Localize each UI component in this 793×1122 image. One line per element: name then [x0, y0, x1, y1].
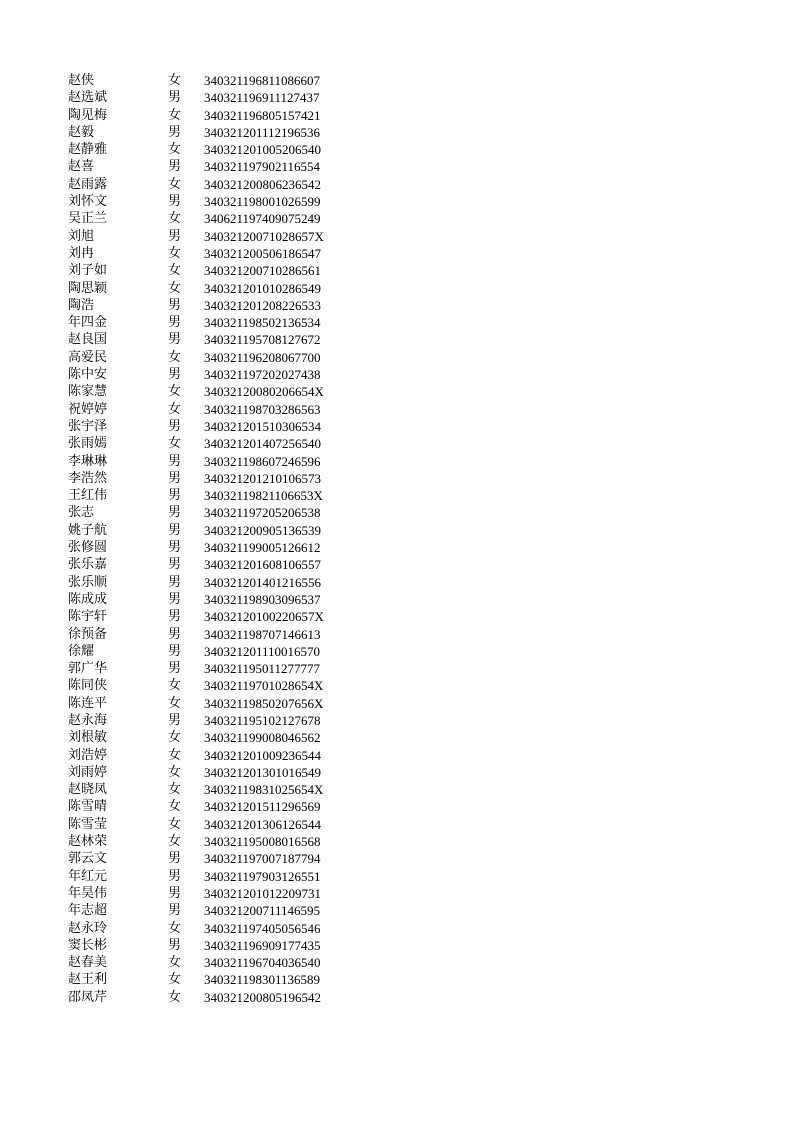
person-gender: 男 [168, 643, 182, 659]
person-gender: 男 [168, 609, 182, 625]
person-gender: 男 [168, 868, 182, 884]
person-name: 张宇泽 [68, 418, 108, 434]
table-row [68, 816, 368, 833]
person-gender: 女 [168, 764, 182, 780]
table-row [68, 262, 368, 279]
person-gender: 女 [168, 107, 182, 123]
person-name: 姚子航 [68, 522, 108, 538]
table-row [68, 833, 368, 850]
person-name: 年志超 [68, 903, 108, 919]
person-gender: 女 [168, 384, 182, 400]
table-row [68, 435, 368, 452]
person-name: 赵选斌 [68, 90, 108, 106]
person-id-number: 340321195011277777 [204, 661, 321, 677]
person-gender: 男 [168, 626, 182, 642]
person-id-number: 340321196911127437 [204, 90, 320, 106]
person-gender: 男 [168, 522, 182, 538]
person-id-number: 340321201511296569 [204, 799, 321, 815]
person-id-number: 340321200905136539 [204, 522, 321, 538]
person-id-number: 340321201210106573 [204, 470, 321, 486]
person-id-number: 340321197007187794 [204, 851, 321, 867]
table-row [68, 902, 368, 919]
table-row [68, 401, 368, 418]
table-row [68, 228, 368, 245]
person-gender: 女 [168, 263, 182, 279]
person-id-number: 34032119850207656X [204, 695, 324, 711]
person-gender: 男 [168, 505, 182, 521]
person-id-number: 340321201608106557 [204, 557, 321, 573]
person-gender: 男 [168, 367, 182, 383]
table-row [68, 868, 368, 885]
person-name: 赵永海 [68, 712, 108, 728]
person-name: 刘根敏 [68, 730, 108, 746]
person-name: 刘冉 [68, 245, 95, 261]
person-gender: 男 [168, 90, 182, 106]
person-id-number: 340321201208226533 [204, 297, 321, 313]
person-name: 张乐顺 [68, 574, 108, 590]
person-name: 赵林荣 [68, 834, 108, 850]
person-gender: 女 [168, 799, 182, 815]
person-id-number: 34032119701028654X [204, 678, 324, 694]
table-row [68, 470, 368, 487]
person-id-number: 340321196704036540 [204, 955, 321, 971]
table-row [68, 747, 368, 764]
table-row [68, 418, 368, 435]
person-gender: 男 [168, 591, 182, 607]
table-row [68, 453, 368, 470]
person-gender: 女 [168, 349, 182, 365]
person-id-number: 340321197903126551 [204, 868, 321, 884]
person-name: 刘雨婷 [68, 764, 108, 780]
person-id-number: 340321201012209731 [204, 885, 321, 901]
person-gender: 女 [168, 989, 182, 1005]
table-row [68, 383, 368, 400]
person-name: 赵雨露 [68, 176, 108, 192]
person-name: 年昊伟 [68, 885, 108, 901]
person-gender: 男 [168, 228, 182, 244]
person-id-number: 340321200506186547 [204, 245, 321, 261]
person-id-number: 340321201401216556 [204, 574, 321, 590]
person-id-number: 340321197902116554 [204, 159, 321, 175]
person-id-number: 340321195102127678 [204, 712, 321, 728]
person-id-number: 340321199008046562 [204, 730, 321, 746]
table-row [68, 626, 368, 643]
person-name: 年红元 [68, 868, 108, 884]
person-gender: 男 [168, 470, 182, 486]
table-row [68, 591, 368, 608]
table-row [68, 245, 368, 262]
person-id-number: 340321200805196542 [204, 989, 321, 1005]
person-name: 陈宇轩 [68, 609, 108, 625]
person-id-number: 340321198903096537 [204, 591, 321, 607]
table-row [68, 539, 368, 556]
person-id-number: 340321201306126544 [204, 816, 321, 832]
table-row [68, 487, 368, 504]
table-row [68, 643, 368, 660]
person-gender: 女 [168, 73, 182, 88]
person-id-number: 340321198001026599 [204, 194, 321, 210]
person-gender: 男 [168, 574, 182, 590]
person-gender: 女 [168, 972, 182, 988]
person-gender: 女 [168, 747, 182, 763]
person-gender: 男 [168, 124, 182, 140]
table-row [68, 989, 368, 1006]
table-row [68, 712, 368, 729]
person-gender: 女 [168, 920, 182, 936]
person-name: 陈雪莹 [68, 816, 108, 832]
table-row [68, 971, 368, 988]
table-row [68, 176, 368, 193]
person-name: 陈家慧 [68, 384, 108, 400]
person-id-number: 340321201010286549 [204, 280, 321, 296]
person-id-number: 340321198703286563 [204, 401, 321, 417]
person-gender: 男 [168, 194, 182, 210]
person-id-number: 34032119831025654X [204, 782, 324, 798]
table-row [68, 677, 368, 694]
table-row [68, 349, 368, 366]
person-gender: 女 [168, 834, 182, 850]
person-id-number: 340321197405056546 [204, 920, 321, 936]
table-row [68, 124, 368, 141]
table-row [68, 937, 368, 954]
person-name: 张修圆 [68, 540, 108, 556]
person-id-number: 340621197409075249 [204, 211, 321, 227]
person-id-number: 340321196208067700 [204, 349, 321, 365]
person-name: 刘子如 [68, 263, 108, 279]
person-name: 徐预备 [68, 626, 108, 642]
person-id-number: 340321201005206540 [204, 142, 321, 158]
person-gender: 男 [168, 885, 182, 901]
table-row [68, 798, 368, 815]
person-name: 徐耀 [68, 643, 95, 659]
person-gender: 女 [168, 730, 182, 746]
table-row [68, 72, 368, 89]
table-row [68, 280, 368, 297]
person-name: 陈连平 [68, 695, 108, 711]
person-name: 李浩然 [68, 470, 108, 486]
table-row [68, 193, 368, 210]
person-id-number: 340321201510306534 [204, 418, 321, 434]
person-name: 郭广华 [68, 661, 108, 677]
person-gender: 女 [168, 678, 182, 694]
table-row [68, 107, 368, 124]
person-id-number: 340321200806236542 [204, 176, 321, 192]
person-gender: 男 [168, 712, 182, 728]
table-row [68, 331, 368, 348]
table-row [68, 556, 368, 573]
person-gender: 男 [168, 903, 182, 919]
person-name: 赵良国 [68, 332, 108, 348]
person-name: 年四金 [68, 315, 108, 331]
person-name: 王红伟 [68, 488, 108, 504]
person-id-number: 340321196909177435 [204, 937, 321, 953]
person-gender: 女 [168, 436, 182, 452]
person-name: 吴正兰 [68, 211, 108, 227]
person-id-number: 340321201009236544 [204, 747, 321, 763]
person-name: 陈同侠 [68, 678, 108, 694]
table-row [68, 920, 368, 937]
person-name: 陶见梅 [68, 107, 108, 123]
person-name: 赵晓凤 [68, 782, 108, 798]
person-name: 陈成成 [68, 591, 108, 607]
person-gender: 男 [168, 418, 182, 434]
person-name: 张雨嫣 [68, 436, 108, 452]
person-name: 李琳琳 [68, 453, 108, 469]
person-gender: 男 [168, 661, 182, 677]
person-gender: 男 [168, 453, 182, 469]
person-id-number: 340321199005126612 [204, 540, 321, 556]
table-row [68, 954, 368, 971]
person-gender: 女 [168, 955, 182, 971]
person-name: 赵毅 [68, 124, 95, 140]
person-id-number: 340321196805157421 [204, 107, 321, 123]
person-id-number: 340321200710286561 [204, 263, 321, 279]
person-id-number: 34032120080206654X [204, 384, 324, 400]
person-gender: 男 [168, 851, 182, 867]
table-row [68, 210, 368, 227]
person-gender: 女 [168, 142, 182, 158]
table-row [68, 764, 368, 781]
table-row [68, 504, 368, 521]
person-name: 刘旭 [68, 228, 95, 244]
table-row [68, 729, 368, 746]
person-gender: 男 [168, 557, 182, 573]
person-id-number: 340321201407256540 [204, 436, 321, 452]
person-name: 陈雪晴 [68, 799, 108, 815]
roster-table [68, 72, 368, 1006]
person-gender: 男 [168, 540, 182, 556]
person-id-number: 340321195008016568 [204, 834, 321, 850]
person-id-number: 34032119821106653X [204, 488, 323, 504]
person-gender: 男 [168, 315, 182, 331]
person-gender: 女 [168, 245, 182, 261]
table-row [68, 574, 368, 591]
person-name: 赵喜 [68, 159, 95, 175]
table-row [68, 781, 368, 798]
person-name: 高爱民 [68, 349, 108, 365]
person-name: 陶浩 [68, 297, 95, 313]
table-row [68, 366, 368, 383]
person-name: 赵侠 [68, 73, 95, 88]
person-name: 赵王利 [68, 972, 108, 988]
person-id-number: 340321195708127672 [204, 332, 321, 348]
person-name: 郭云文 [68, 851, 108, 867]
person-gender: 男 [168, 937, 182, 953]
person-gender: 女 [168, 695, 182, 711]
table-row [68, 141, 368, 158]
person-name: 陈中安 [68, 367, 108, 383]
person-gender: 女 [168, 280, 182, 296]
table-row [68, 158, 368, 175]
person-id-number: 340321198502136534 [204, 315, 321, 331]
table-row [68, 522, 368, 539]
person-name: 刘怀文 [68, 194, 108, 210]
person-gender: 女 [168, 176, 182, 192]
person-name: 赵永玲 [68, 920, 108, 936]
person-id-number: 340321197202027438 [204, 367, 321, 383]
person-gender: 男 [168, 332, 182, 348]
person-name: 张志 [68, 505, 95, 521]
person-id-number: 340321201110016570 [204, 643, 321, 659]
table-row [68, 314, 368, 331]
person-gender: 女 [168, 816, 182, 832]
person-name: 张乐嘉 [68, 557, 108, 573]
person-id-number: 340321201301016549 [204, 764, 321, 780]
person-id-number: 340321198707146613 [204, 626, 321, 642]
person-id-number: 340321198607246596 [204, 453, 321, 469]
person-gender: 女 [168, 211, 182, 227]
person-gender: 男 [168, 159, 182, 175]
table-row [68, 850, 368, 867]
person-name: 窦长彬 [68, 937, 108, 953]
person-id-number: 340321197205206538 [204, 505, 321, 521]
person-name: 邵凤芹 [68, 989, 108, 1005]
person-id-number: 340321200711146595 [204, 903, 321, 919]
person-gender: 女 [168, 401, 182, 417]
person-name: 刘浩婷 [68, 747, 108, 763]
table-row [68, 608, 368, 625]
person-name: 赵春美 [68, 955, 108, 971]
person-gender: 女 [168, 782, 182, 798]
person-name: 赵静雅 [68, 142, 108, 158]
table-row [68, 695, 368, 712]
table-row [68, 89, 368, 106]
person-id-number: 34032120071028657X [204, 228, 324, 244]
table-row [68, 885, 368, 902]
person-id-number: 340321198301136589 [204, 972, 321, 988]
table-row [68, 297, 368, 314]
person-name: 祝婷婷 [68, 401, 108, 417]
person-gender: 男 [168, 488, 182, 504]
table-row [68, 660, 368, 677]
person-gender: 男 [168, 297, 182, 313]
person-id-number: 340321201112196536 [204, 124, 321, 140]
person-id-number: 340321196811086607 [204, 73, 321, 88]
person-id-number: 34032120100220657X [204, 609, 324, 625]
person-name: 陶思颖 [68, 280, 108, 296]
